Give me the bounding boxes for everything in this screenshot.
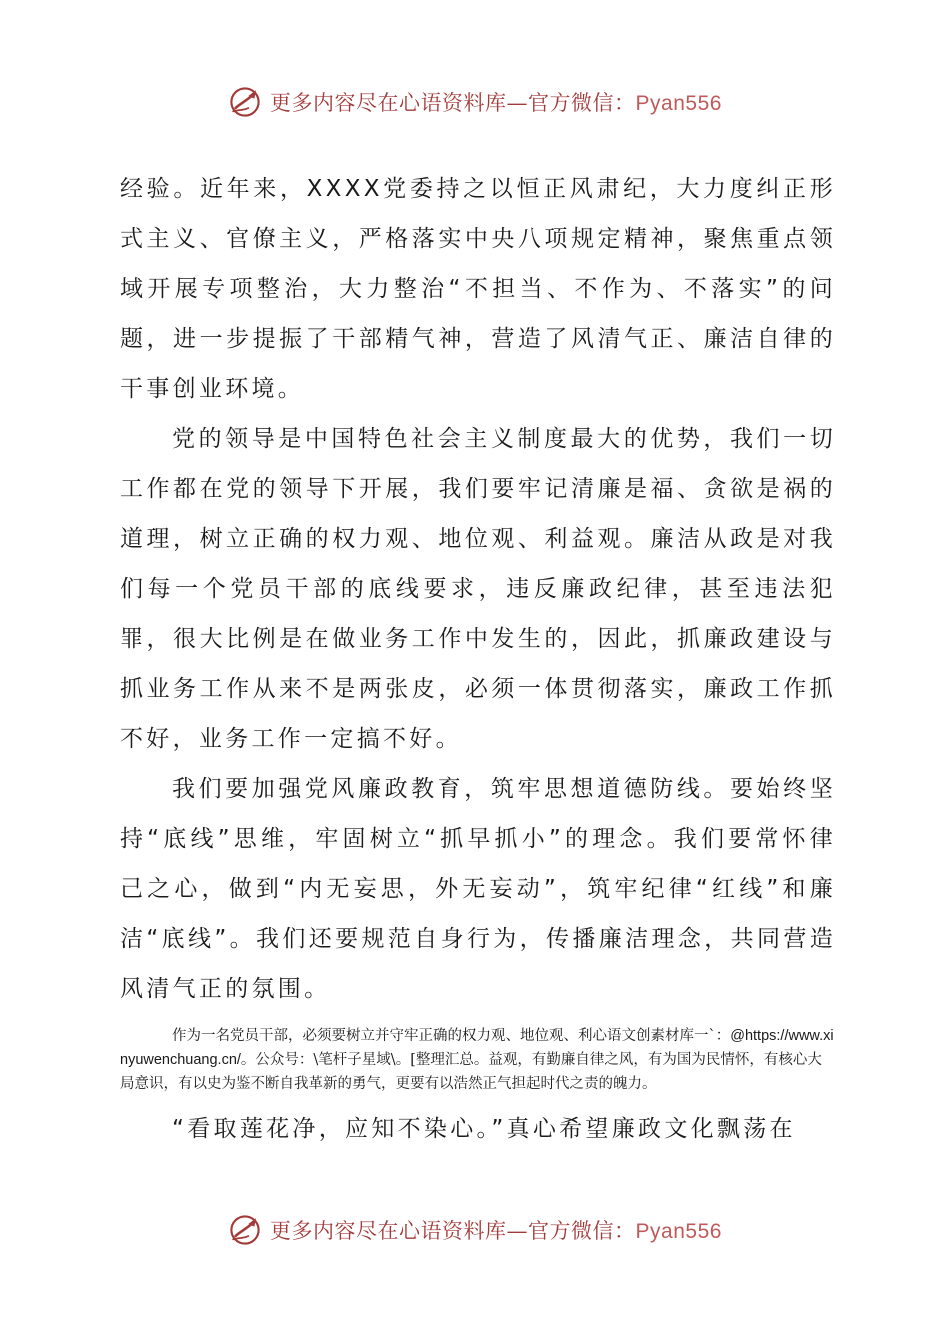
footer-banner-text: 更多内容尽在心语资料库—官方微信：Pyan556 xyxy=(270,1219,722,1243)
note-prefix: 作为一名党员干部，必须要树立并守牢正确的权力观、地位观、利心语文创素材库一`： xyxy=(172,1028,731,1044)
paragraph-2: 党的领导是中国特色社会主义制度最大的优势，我们一切工作都在党的领导下开展，我们要牢记清廉是福、贪欲是祸的道理，树立正确的权力观、地位观、利益观。廉洁从政是对我们每一个党员干部的底线要求，违反廉政纪律，甚至违法犯罪，很大比例是在做业务工作中发生的，因此，抓廉政建设与抓业务工作从来不是两张皮，必须一体贯彻落实，廉政工作抓不好，业务工作一定搞不好。 xyxy=(120,426,836,752)
footer-banner xyxy=(0,1208,950,1252)
paragraph-1: 经验。近年来，XXXX党委持之以恒正风肃纪，大力度纠正形式主义、官僚主义，严格落实中央八项规定精神，聚焦重点领域开展专项整治，大力整治“不担当、不作为、不落实”的问题，进一步提振了干部精气神，营造了风清气正、廉洁自律的干事创业环境。 xyxy=(120,176,836,402)
note-suffix: 。公众号：\笔杆子星域\。[整理汇总。益观，有勤廉自律之风，有为国为民情怀，有核心大局意识，有以史为鉴不断自我革新的勇气，更要有以浩然正气担起时代之责的魄力。 xyxy=(120,1052,822,1092)
inserted-note xyxy=(120,1024,836,1096)
header-banner xyxy=(0,80,950,124)
pen-logo-icon xyxy=(228,85,262,119)
paragraph-3: 我们要加强党风廉政教育，筑牢思想道德防线。要始终坚持“底线”思维，牢固树立“抓早抓小”的理念。我们要常怀律己之心，做到“内无妄思，外无妄动”，筑牢纪律“红线”和廉洁“底线”。我们还要规范自身行为，传播廉洁理念，共同营造风清气正的氛围。 xyxy=(120,776,836,1002)
pen-logo-icon xyxy=(228,1213,262,1247)
header-wechat-id: Pyan556 xyxy=(635,92,722,115)
document-body xyxy=(120,164,836,1154)
footer-wechat-id: Pyan556 xyxy=(635,1220,722,1243)
closing-paragraph: “看取莲花净，应知不染心。”真心希望廉政文化飘荡在 xyxy=(172,1116,796,1142)
note-url: @https://www.xinyuwenchuang.cn/ xyxy=(120,1028,834,1068)
header-banner-text: 更多内容尽在心语资料库—官方微信：Pyan556 xyxy=(270,91,722,115)
